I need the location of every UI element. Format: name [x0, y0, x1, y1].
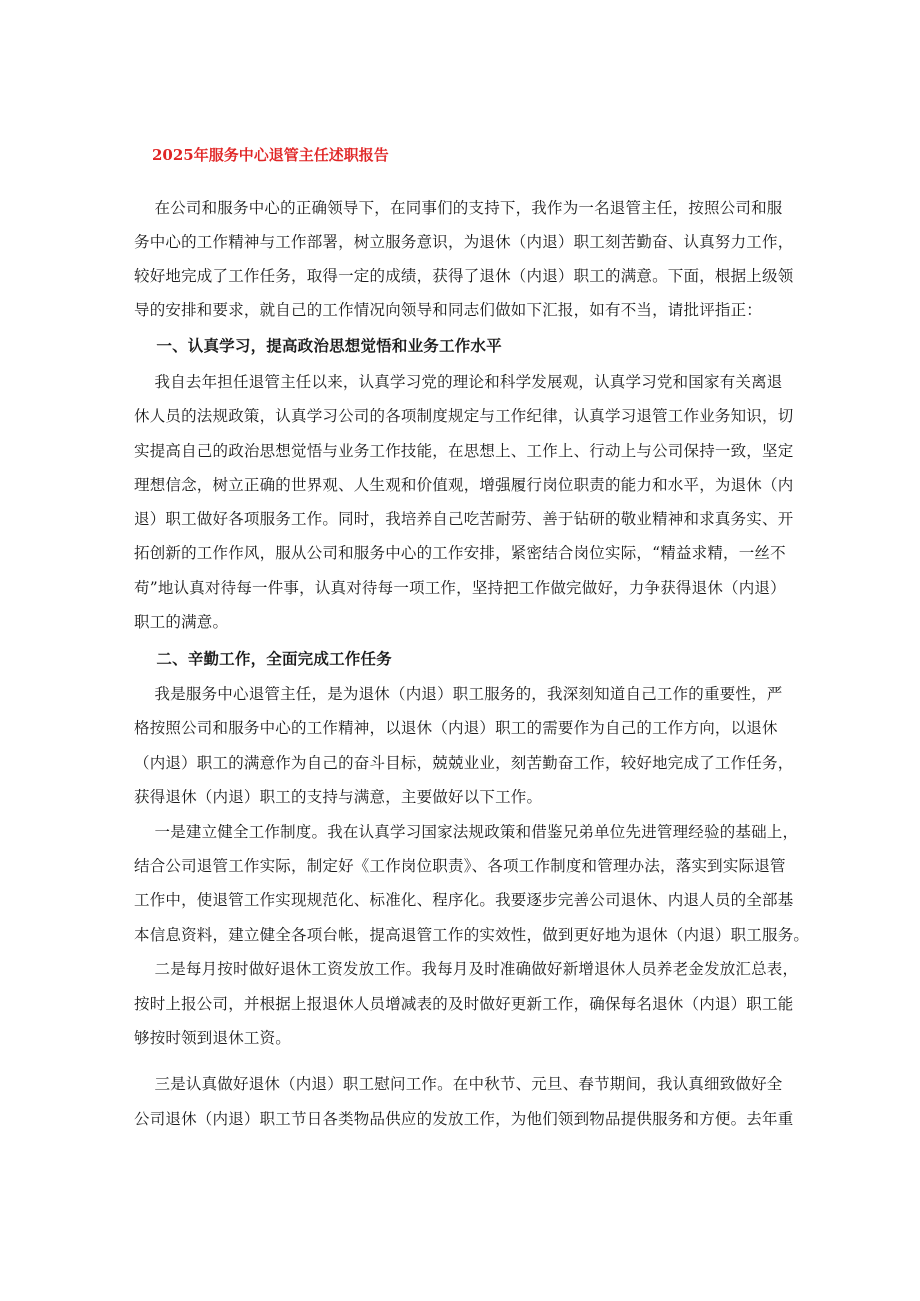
- paragraph-line: 导的安排和要求，就自己的工作情况向领导和同志们做如下汇报，如有不当，请批评指正：: [134, 301, 763, 319]
- paragraph-line: 理想信念，树立正确的世界观、人生观和价值观，增强履行岗位职责的能力和水平，为退休（内: [134, 476, 794, 494]
- paragraph-line: 较好地完成了工作任务，取得一定的成绩，获得了退休（内退）职工的满意。下面，根据上级领: [134, 267, 794, 285]
- paragraph-line: 职工的满意。: [134, 613, 229, 631]
- paragraph-line: （内退）职工的满意作为自己的奋斗目标，兢兢业业，刻苦勤奋工作，较好地完成了工作任务，: [134, 754, 794, 772]
- paragraph-line: 三是认真做好退休（内退）职工慰问工作。在中秋节、元旦、春节期间，我认真细致做好全: [134, 1075, 783, 1093]
- section-heading: 二、辛勤工作，全面完成工作任务: [134, 649, 392, 668]
- paragraph-line: 退）职工做好各项服务工作。同时，我培养自己吃苦耐劳、善于钻研的敬业精神和求真务实、开: [134, 510, 794, 528]
- paragraph-line: 我是服务中心退管主任，是为退休（内退）职工服务的，我深刻知道自己工作的重要性，严: [134, 685, 783, 703]
- paragraph-line: 够按时领到退休工资。: [134, 1029, 292, 1047]
- paragraph-line: 我自去年担任退管主任以来，认真学习党的理论和科学发展观，认真学习党和国家有关离退: [134, 373, 783, 391]
- paragraph-line: 一是建立健全工作制度。我在认真学习国家法规政策和借鉴兄弟单位先进管理经验的基础上，: [134, 823, 799, 841]
- paragraph-line: 本信息资料，建立健全各项台帐，提高退管工作的实效性，做到更好地为退休（内退）职工服务。: [134, 926, 810, 944]
- paragraph-line: 苟”地认真对待每一件事，认真对待每一项工作，坚持把工作做完做好，力争获得退休（内退）: [134, 579, 786, 597]
- paragraph-line: 格按照公司和服务中心的工作精神，以退休（内退）职工的需要作为自己的工作方向，以退休: [134, 719, 778, 737]
- paragraph-line: 工作中，使退管工作实现规范化、标准化、程序化。我要逐步完善公司退休、内退人员的全部基: [134, 891, 794, 909]
- paragraph-line: 拓创新的工作作风，服从公司和服务中心的工作安排，紧密结合岗位实际，“精益求精，一丝不: [134, 544, 786, 562]
- paragraph-line: 休人员的法规政策，认真学习公司的各项制度规定与工作纪律，认真学习退管工作业务知识，切: [134, 407, 794, 425]
- paragraph-line: 获得退休（内退）职工的支持与满意，主要做好以下工作。: [134, 788, 543, 806]
- paragraph-line: 实提高自己的政治思想觉悟与业务工作技能，在思想上、工作上、行动上与公司保持一致，坚定: [134, 442, 794, 460]
- paragraph-line: 公司退休（内退）职工节日各类物品供应的发放工作，为他们领到物品提供服务和方便。去年重: [134, 1110, 794, 1128]
- paragraph-line: 结合公司退管工作实际，制定好《工作岗位职责》、各项工作制度和管理办法，落实到实际退管: [134, 857, 786, 875]
- document-title: 2025年服务中心退管主任述职报告: [152, 146, 389, 164]
- paragraph-line: 在公司和服务中心的正确领导下，在同事们的支持下，我作为一名退管主任，按照公司和服: [134, 199, 783, 217]
- paragraph-line: 二是每月按时做好退休工资发放工作。我每月及时准确做好新增退休人员养老金发放汇总表，: [134, 960, 799, 978]
- section-heading: 一、认真学习，提高政治思想觉悟和业务工作水平: [134, 336, 502, 355]
- paragraph-line: 务中心的工作精神与工作部署，树立服务意识，为退休（内退）职工刻苦勤奋、认真努力工作，: [134, 233, 794, 251]
- paragraph-line: 按时上报公司，并根据上报退休人员增减表的及时做好更新工作，确保每名退休（内退）职工能: [134, 995, 794, 1013]
